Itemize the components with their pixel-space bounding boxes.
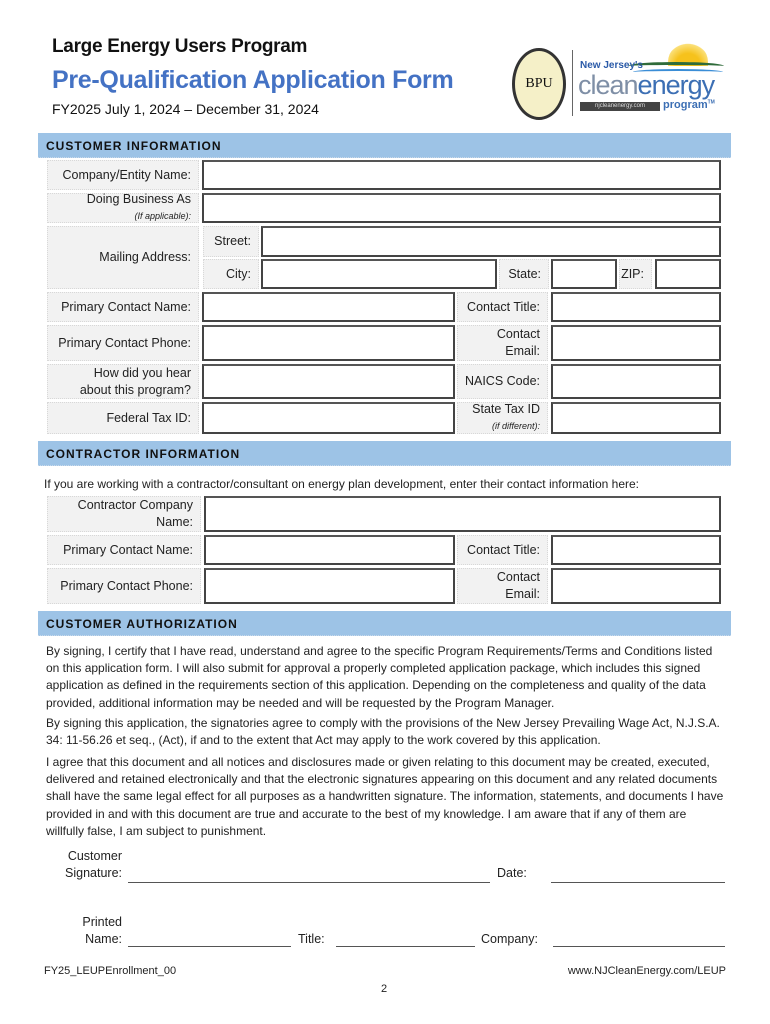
contractor-contact-name-text: Primary Contact Name: (63, 542, 193, 557)
contractor-intro: If you are working with a contractor/consultant on energy plan development, enter their contact information here: (44, 477, 639, 491)
logo-clean-energy-text (578, 70, 714, 101)
contact-email-label (457, 325, 548, 361)
contractor-email-label-1: Contact (496, 570, 540, 584)
logo-energy: energy (637, 70, 715, 100)
dba-input[interactable] (202, 193, 721, 223)
document-id: FY25_LEUPEnrollment_00 (44, 965, 177, 977)
street-label-text: Street: (214, 234, 251, 248)
zip-label-text: ZIP: (621, 266, 644, 281)
naics-label-text: NAICS Code: (464, 374, 540, 388)
contractor-phone-text: Primary Contact Phone: (60, 578, 193, 593)
zip-label (619, 259, 652, 289)
contact-title-input[interactable] (551, 292, 721, 322)
title-label: Title: (298, 932, 325, 946)
company-label-text: Company/Entity Name: (62, 167, 191, 182)
company-line[interactable] (553, 946, 725, 947)
contact-name-label-text: Primary Contact Name: (61, 299, 191, 314)
hear-label-1: How did you hear (93, 365, 191, 380)
fed-tax-label-text: Federal Tax ID: (106, 410, 191, 425)
city-label (203, 259, 259, 289)
hear-label-2: about this program? (79, 382, 191, 397)
contractor-contact-name-input[interactable] (204, 535, 455, 565)
logo-nj-text: New Jersey's (580, 60, 643, 71)
dba-label (47, 193, 199, 223)
authorization-paragraph: I agree that this document and all notices and disclosures made or given relating to this document may be created, executed, delivered and retained electronically and that the electronic signatures appearing on this document and any related documents shall have the same legal effect for all purposes as a handwritten signature. The information, statements, and documents I have provided in and with this document are true and accurate to the best of my knowledge. I am aware that if any of them are willfully false, I am subject to punishment. (46, 755, 724, 838)
state-tax-input[interactable] (551, 402, 721, 434)
fed-tax-input[interactable] (202, 402, 455, 434)
signature-line[interactable] (128, 882, 490, 883)
contact-email-label-2: Email: (505, 344, 540, 358)
contact-phone-input[interactable] (202, 325, 455, 361)
zip-input[interactable] (655, 259, 721, 289)
mailing-label (47, 226, 199, 289)
page-title: Pre-Qualification Application Form (52, 66, 454, 94)
contact-email-label-1: Contact (496, 327, 540, 341)
state-input[interactable] (551, 259, 617, 289)
contact-phone-label (47, 325, 199, 361)
company-name-input[interactable] (202, 160, 721, 190)
state-tax-label (457, 402, 548, 434)
logo-site: njcleanenergy.com (580, 102, 660, 111)
logo-program-text: program (663, 99, 708, 111)
bpu-seal-logo: BPU (512, 48, 566, 120)
printed-name-label-2: Name: (85, 932, 122, 946)
contractor-email-input[interactable] (551, 568, 721, 604)
page-number: 2 (381, 983, 388, 995)
contact-email-input[interactable] (551, 325, 721, 361)
contact-name-input[interactable] (202, 292, 455, 322)
customer-info-heading: CUSTOMER INFORMATION (38, 133, 731, 158)
naics-label (457, 364, 548, 399)
date-label: Date: (497, 866, 527, 880)
contact-title-label (457, 292, 548, 322)
hear-input[interactable] (202, 364, 455, 399)
hear-label (47, 364, 199, 399)
contractor-email-label-2: Email: (505, 587, 540, 601)
street-input[interactable] (261, 226, 721, 257)
contractor-company-label-1: Contractor Company (77, 498, 193, 512)
naics-input[interactable] (551, 364, 721, 399)
city-label-text: City: (226, 266, 251, 281)
contractor-phone-input[interactable] (204, 568, 455, 604)
company-label (47, 160, 199, 190)
contractor-company-label (47, 496, 201, 532)
authorization-paragraph: By signing this application, the signatories agree to comply with the provisions of the New Jersey Prevailing Wage Act, N.J.S.A. 34: 11-56.26 et seq., (Act), if and to the extent that Act may apply to the work covered by this application. (46, 716, 720, 748)
contractor-phone-label (47, 568, 201, 604)
program-period: FY2025 July 1, 2024 – December 31, 2024 (52, 101, 319, 117)
dba-label-text: Doing Business As (86, 192, 191, 206)
state-label-text: State: (508, 266, 541, 281)
customer-authorization-heading: CUSTOMER AUTHORIZATION (38, 611, 731, 636)
logo-clean: clean (578, 70, 638, 100)
signature-label-2: Signature: (65, 866, 122, 880)
state-tax-note: (if different): (491, 421, 540, 431)
state-label (499, 259, 549, 289)
fed-tax-label (47, 402, 199, 434)
logo-tm: TM (707, 99, 715, 106)
logo-divider (572, 50, 573, 116)
street-label (203, 226, 259, 257)
contact-phone-label-text: Primary Contact Phone: (58, 335, 191, 350)
contact-title-label-text: Contact Title: (467, 299, 540, 314)
printed-name-line[interactable] (128, 946, 291, 947)
contractor-company-label-2: Name: (156, 515, 193, 529)
clean-energy-logo (578, 42, 728, 122)
contractor-contact-name-label (47, 535, 201, 565)
dba-note: (If applicable): (134, 211, 191, 221)
printed-name-label (50, 914, 122, 948)
authorization-paragraph: By signing, I certify that I have read, understand and agree to the specific Program Requirements/Terms and Conditions listed on this application form. I will also submit for approval a properly completed application package, which includes this signed application as defined in the requirements section of this application. Depending on the completeness and quality of the data provided, additional information may be needed and will be requested by the Program Manager. (46, 644, 713, 710)
logo-program (663, 99, 715, 111)
mailing-label-text: Mailing Address: (99, 250, 191, 264)
contractor-title-input[interactable] (551, 535, 721, 565)
state-tax-label-text: State Tax ID (472, 402, 540, 416)
contractor-title-text: Contact Title: (467, 542, 540, 557)
footer-url[interactable]: www.NJCleanEnergy.com/LEUP (567, 965, 726, 977)
signature-label (50, 848, 122, 882)
date-line[interactable] (551, 882, 725, 883)
contractor-info-heading: CONTRACTOR INFORMATION (38, 441, 731, 466)
contractor-title-label (457, 535, 548, 565)
company-label-sig: Company: (481, 932, 538, 946)
contractor-email-label (457, 568, 548, 604)
contact-name-label (47, 292, 199, 322)
program-name: Large Energy Users Program (52, 36, 308, 57)
city-input[interactable] (261, 259, 497, 289)
title-line[interactable] (336, 946, 475, 947)
printed-name-label-1: Printed (82, 915, 122, 929)
signature-label-1: Customer (67, 849, 122, 863)
contractor-company-input[interactable] (204, 496, 721, 532)
